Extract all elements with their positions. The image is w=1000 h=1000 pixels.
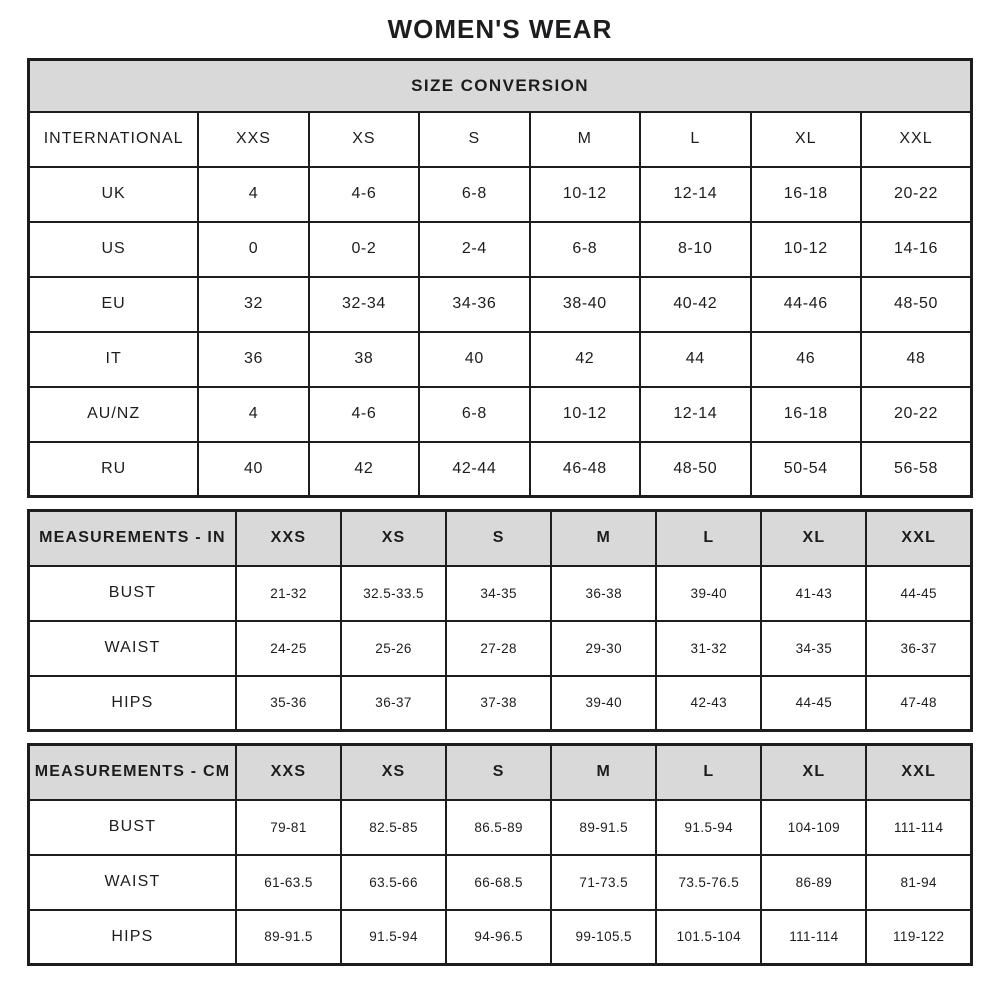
table-row xyxy=(29,442,972,497)
table-row xyxy=(29,277,972,332)
table-header-row xyxy=(29,511,972,566)
cell: 119-122 xyxy=(866,910,971,965)
column-header-xxs: XXS xyxy=(236,511,341,566)
cell: 44-46 xyxy=(751,277,861,332)
row-label-ru: RU xyxy=(29,442,199,497)
cell: 81-94 xyxy=(866,855,971,910)
cell: 99-105.5 xyxy=(551,910,656,965)
cell: 32 xyxy=(198,277,308,332)
cell: 79-81 xyxy=(236,800,341,855)
cell: 4-6 xyxy=(309,167,419,222)
measurements-cm-title: MEASUREMENTS - CM xyxy=(29,745,236,800)
row-label-waist: WAIST xyxy=(29,621,236,676)
table-row xyxy=(29,855,972,910)
cell: 91.5-94 xyxy=(341,910,446,965)
cell: 25-26 xyxy=(341,621,446,676)
column-header-l: L xyxy=(656,511,761,566)
column-header-xxs: XXS xyxy=(236,745,341,800)
cell: 10-12 xyxy=(751,222,861,277)
cell: 24-25 xyxy=(236,621,341,676)
size-conversion-table xyxy=(27,58,973,498)
column-header-s: S xyxy=(446,511,551,566)
cell: 10-12 xyxy=(530,167,640,222)
cell: 20-22 xyxy=(861,387,972,442)
cell: 42-43 xyxy=(656,676,761,731)
cell: 32.5-33.5 xyxy=(341,566,446,621)
cell: 44-45 xyxy=(866,566,971,621)
cell: 16-18 xyxy=(751,167,861,222)
cell: 42 xyxy=(309,442,419,497)
cell: 50-54 xyxy=(751,442,861,497)
cell: 86-89 xyxy=(761,855,866,910)
cell: 44 xyxy=(640,332,750,387)
row-label-bust: BUST xyxy=(29,800,236,855)
column-header-s: S xyxy=(419,112,529,167)
cell: 44-45 xyxy=(761,676,866,731)
cell: 63.5-66 xyxy=(341,855,446,910)
column-header-xs: XS xyxy=(341,511,446,566)
cell: 89-91.5 xyxy=(551,800,656,855)
table-row xyxy=(29,332,972,387)
column-header-international: INTERNATIONAL xyxy=(29,112,199,167)
cell: 73.5-76.5 xyxy=(656,855,761,910)
table-header-row xyxy=(29,745,972,800)
column-header-xs: XS xyxy=(341,745,446,800)
column-header-xxl: XXL xyxy=(861,112,972,167)
column-header-xxs: XXS xyxy=(198,112,308,167)
column-header-s: S xyxy=(446,745,551,800)
cell: 34-36 xyxy=(419,277,529,332)
cell: 16-18 xyxy=(751,387,861,442)
cell: 40 xyxy=(198,442,308,497)
cell: 111-114 xyxy=(866,800,971,855)
cell: 86.5-89 xyxy=(446,800,551,855)
row-label-waist: WAIST xyxy=(29,855,236,910)
cell: 36-37 xyxy=(341,676,446,731)
row-label-aunz: AU/NZ xyxy=(29,387,199,442)
cell: 35-36 xyxy=(236,676,341,731)
column-header-xl: XL xyxy=(751,112,861,167)
column-header-l: L xyxy=(640,112,750,167)
cell: 0-2 xyxy=(309,222,419,277)
column-header-xs: XS xyxy=(309,112,419,167)
cell: 89-91.5 xyxy=(236,910,341,965)
table-row xyxy=(29,621,972,676)
cell: 71-73.5 xyxy=(551,855,656,910)
cell: 61-63.5 xyxy=(236,855,341,910)
cell: 34-35 xyxy=(446,566,551,621)
cell: 46 xyxy=(751,332,861,387)
cell: 29-30 xyxy=(551,621,656,676)
cell: 41-43 xyxy=(761,566,866,621)
column-header-xxl: XXL xyxy=(866,511,971,566)
table-row xyxy=(29,112,972,167)
column-header-m: M xyxy=(551,745,656,800)
cell: 48 xyxy=(861,332,972,387)
measurements-in-title: MEASUREMENTS - IN xyxy=(29,511,236,566)
table-row xyxy=(29,910,972,965)
cell: 4 xyxy=(198,387,308,442)
page-title: WOMEN'S WEAR xyxy=(387,14,613,44)
row-label-it: IT xyxy=(29,332,199,387)
cell: 32-34 xyxy=(309,277,419,332)
column-header-m: M xyxy=(551,511,656,566)
table-row xyxy=(29,387,972,442)
cell: 47-48 xyxy=(866,676,971,731)
row-label-eu: EU xyxy=(29,277,199,332)
cell: 0 xyxy=(198,222,308,277)
cell: 21-32 xyxy=(236,566,341,621)
row-label-hips: HIPS xyxy=(29,676,236,731)
cell: 104-109 xyxy=(761,800,866,855)
cell: 2-4 xyxy=(419,222,529,277)
cell: 36-38 xyxy=(551,566,656,621)
cell: 27-28 xyxy=(446,621,551,676)
cell: 36-37 xyxy=(866,621,971,676)
table-row xyxy=(29,800,972,855)
cell: 38 xyxy=(309,332,419,387)
row-label-bust: BUST xyxy=(29,566,236,621)
cell: 82.5-85 xyxy=(341,800,446,855)
cell: 66-68.5 xyxy=(446,855,551,910)
cell: 6-8 xyxy=(419,167,529,222)
measurements-in-table xyxy=(27,509,973,732)
cell: 14-16 xyxy=(861,222,972,277)
row-label-uk: UK xyxy=(29,167,199,222)
table-row xyxy=(29,222,972,277)
cell: 101.5-104 xyxy=(656,910,761,965)
column-header-l: L xyxy=(656,745,761,800)
size-conversion-title: SIZE CONVERSION xyxy=(29,60,972,112)
cell: 40-42 xyxy=(640,277,750,332)
table-row xyxy=(29,167,972,222)
cell: 36 xyxy=(198,332,308,387)
cell: 37-38 xyxy=(446,676,551,731)
cell: 48-50 xyxy=(861,277,972,332)
cell: 31-32 xyxy=(656,621,761,676)
column-header-xxl: XXL xyxy=(866,745,971,800)
cell: 48-50 xyxy=(640,442,750,497)
cell: 8-10 xyxy=(640,222,750,277)
cell: 42 xyxy=(530,332,640,387)
cell: 4-6 xyxy=(309,387,419,442)
cell: 34-35 xyxy=(761,621,866,676)
table-header-band xyxy=(29,60,972,112)
table-row xyxy=(29,566,972,621)
row-label-hips: HIPS xyxy=(29,910,236,965)
column-header-xl: XL xyxy=(761,511,866,566)
column-header-m: M xyxy=(530,112,640,167)
cell: 4 xyxy=(198,167,308,222)
measurements-cm-table xyxy=(27,743,973,966)
cell: 56-58 xyxy=(861,442,972,497)
cell: 6-8 xyxy=(419,387,529,442)
cell: 20-22 xyxy=(861,167,972,222)
cell: 39-40 xyxy=(656,566,761,621)
cell: 12-14 xyxy=(640,167,750,222)
cell: 10-12 xyxy=(530,387,640,442)
cell: 46-48 xyxy=(530,442,640,497)
cell: 38-40 xyxy=(530,277,640,332)
cell: 39-40 xyxy=(551,676,656,731)
cell: 42-44 xyxy=(419,442,529,497)
row-label-us: US xyxy=(29,222,199,277)
cell: 40 xyxy=(419,332,529,387)
column-header-xl: XL xyxy=(761,745,866,800)
cell: 111-114 xyxy=(761,910,866,965)
table-row xyxy=(29,676,972,731)
cell: 91.5-94 xyxy=(656,800,761,855)
cell: 6-8 xyxy=(530,222,640,277)
cell: 12-14 xyxy=(640,387,750,442)
cell: 94-96.5 xyxy=(446,910,551,965)
